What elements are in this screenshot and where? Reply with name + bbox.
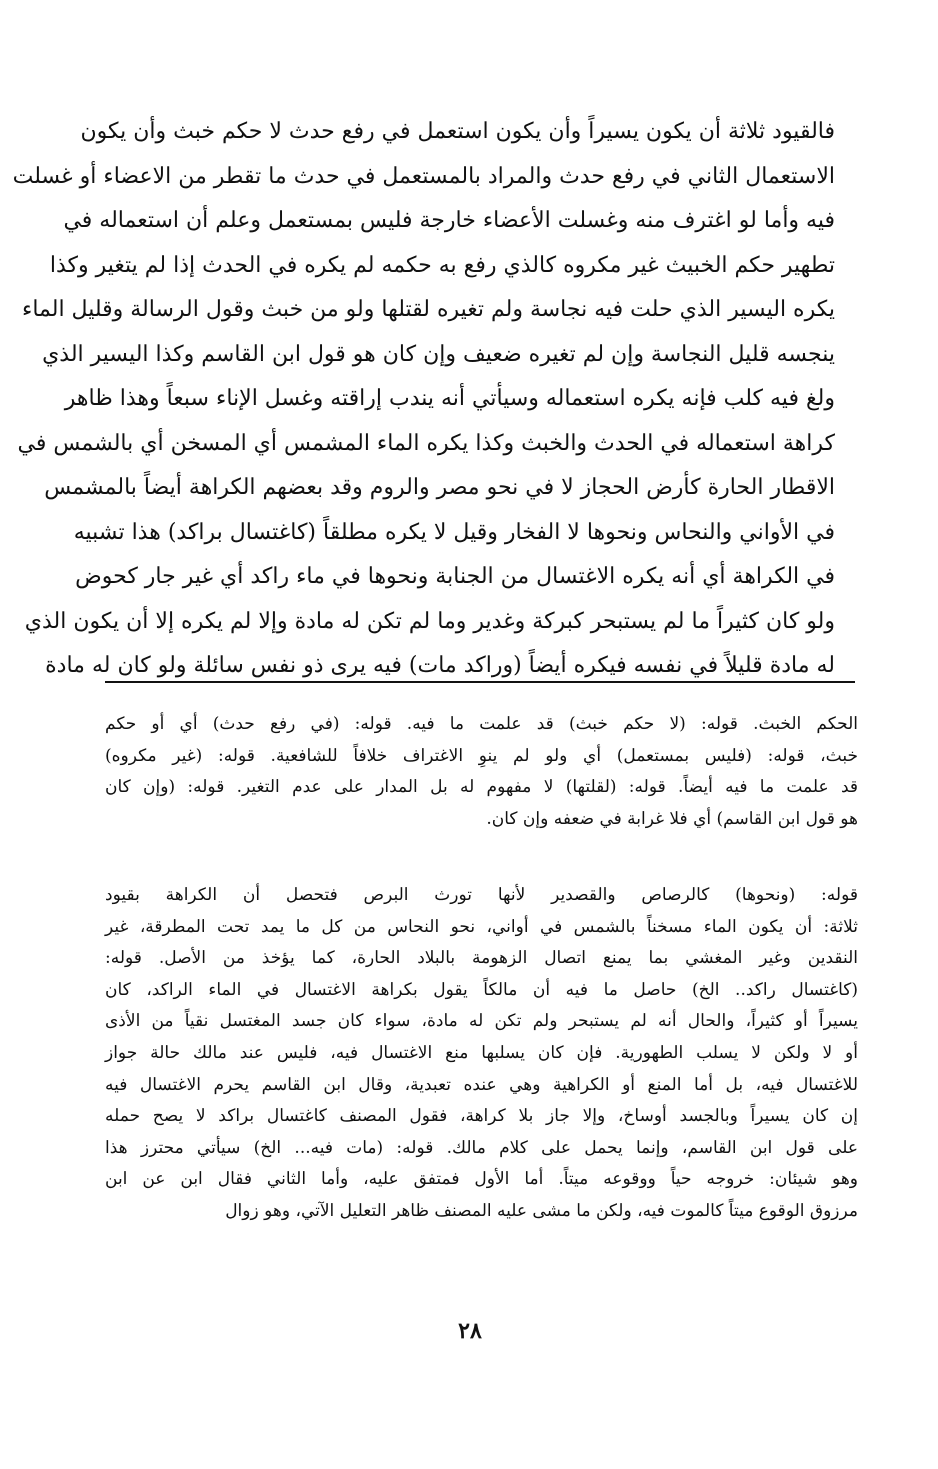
main-text-line: تطهير حكم الخبيث غير مكروه كالذي رفع به حكمه لم يكره في الحدث إذا لم يتغير وكذا <box>49 252 835 278</box>
main-text-line: له مادة قليلاً في نفسه فيكره أيضاً (وراكد مات) فيه يرى ذو نفس سائلة ولو كان له مادة <box>45 653 835 678</box>
footnote-line: الحكم الخبث. قوله: (لا حكم خبث) قد علمت ما فيه. قوله: (في رفع حدث) أي أو حكم <box>105 714 858 734</box>
main-text-line: يكره اليسير الذي حلت فيه نجاسة ولم تغيره لقتلها ولو من خبث وقول الرسالة وقليل الماء <box>21 297 835 322</box>
footnote-line: قد علمت ما فيه أيضاً. قوله: (لقلتها) لا مفهوم له بل المدار على عدم التغير. قوله: (وإن كان <box>105 777 858 798</box>
footnote-line: ثلاثة: أن يكون الماء مسخناً بالشمس في أواني، نحو النحاس من كل ما يمد تحت المطرقة، غير <box>105 916 858 937</box>
footnote-block-1 <box>105 709 858 835</box>
footnote-line: النقدين وغير المغشي بما يمنع اتصال الزهومة بالبلاد الحارة، كما يؤخذ من الأصل. قوله: <box>105 948 858 969</box>
footnote-line: قوله: (ونحوها) كالرصاص والقصدير لأنها تورث البرص فتحصل أن الكراهة بقيود <box>105 885 858 905</box>
main-text-line: الاستعمال الثاني في رفع حدث والمراد بالمستعمل في حدث ما تقطر من الاعضاء أو غسلت <box>12 163 835 189</box>
main-text-line: الاقطار الحارة كأرض الحجاز لا في نحو مصر والروم وقد بعضهم الكراهة أيضاً بالمشمس <box>44 475 835 500</box>
footnote-block-2 <box>105 880 858 1228</box>
main-text-line: ينجسه قليل النجاسة وإن لم تغيره ضعيف وإن كان هو قول ابن القاسم وكذا اليسير الذي <box>42 341 835 367</box>
main-text-line: ولو كان كثيراً ما لم يستبحر كبركة وغدير وما لم تكن له مادة وإلا لم يكره إلا أن يكون الذي <box>24 608 835 634</box>
main-text-line: ولغ فيه كلب فإنه يكره استعماله وسيأتي أنه يندب إراقته وغسل الإناء سبعاً وهذا ظاهر <box>64 386 835 411</box>
footnote-line: وهو شيئان: خروجه حياً ووقوعه ميتاً. أما الأول فمتفق عليه، وأما الثاني فقال ابن عن ابن <box>105 1169 858 1190</box>
footnote-line: (كاغتسال راكد.. الخ) حاصل ما فيه أن مالكاً يقول بكراهة الاغتسال في الماء الراكد، كان <box>105 979 858 1000</box>
footnote-line: أو لا ولكن لا يسلب الطهورية. فإن كان يسلبها منع الاغتسال فيه، فليس عند مالك حالة جواز <box>105 1042 858 1063</box>
footnote-line: على قول ابن القاسم، وإنما يحمل على كلام مالك. قوله: (مات فيه... الخ) سيأتي محترز هذا <box>105 1137 858 1158</box>
main-text-line: فالقيود ثلاثة أن يكون يسيراً وأن يكون استعمل في رفع حدث لا حكم خبث وأن يكون <box>80 119 835 144</box>
footnote-line: للاغتسال فيه، بل أما المنع أو الكراهية وهي عنده تعبدية، وقال ابن القاسم يحرم الاغتسال فيه <box>105 1074 858 1095</box>
main-text-line: فيه وأما لو اغترف منه وغسلت الأعضاء خارجة فليس بمستعمل وعلم أن استعماله في <box>63 208 835 233</box>
footnote-line: خبث، قوله: (فليس بمستعمل) أي ولو لم ينوِ الاغتراف خلافاً للشافعية. قوله: (غير مكروه) <box>105 745 858 766</box>
main-text-line: في الأواني والنحاس ونحوها لا الفخار وقيل لا يكره مطلقاً (كاغتسال براكد) هذا تشبيه <box>73 519 835 545</box>
footnote-line: إن كان يسيراً وبالجسد أوساخ، وإلا جاز بلا كراهة، فقول المصنف كاغتسال براكد لا يصح حمله <box>105 1106 858 1127</box>
main-text-line: كراهة استعماله في الحدث والخبث وكذا يكره الماء المشمس أي المسخن أي بالشمس في <box>17 430 835 456</box>
page-number: ٢٨ <box>458 1318 482 1344</box>
footnote-line: مرزوق الوقوع ميتاً كالموت فيه، ولكن ما مشى عليه المصنف ظاهر التعليل الآتي، وهو زوال <box>225 1200 858 1221</box>
footnote-divider <box>105 681 855 683</box>
main-text-line: في الكراهة أي أنه يكره الاغتسال من الجنابة ونحوها في ماء راكد أي غير جار كحوض <box>75 564 835 589</box>
main-text-block <box>12 110 835 689</box>
footnote-line: يسيراً أو كثيراً، والحال أنه لم يستبحر ولم تكن له مادة، سواء كان جسد المغتسل نقياً من الأذى <box>105 1011 858 1032</box>
footnote-line: هو قول ابن القاسم) أي فلا غرابة في ضعفه وإن كان. <box>486 808 858 829</box>
